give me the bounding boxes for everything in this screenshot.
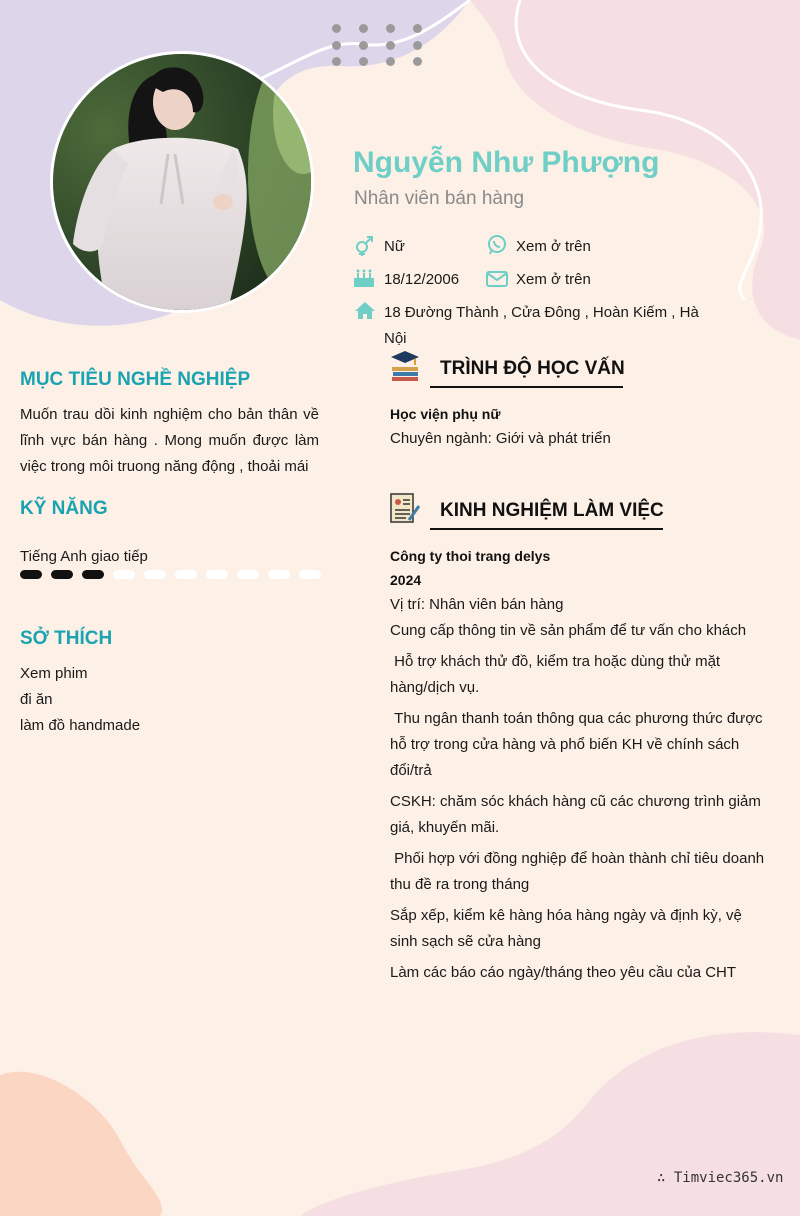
candidate-name: Nguyễn Như Phượng <box>353 146 660 179</box>
skill-level-pill <box>113 570 135 579</box>
education-major: Chuyên ngành: Giới và phát triển <box>390 430 611 447</box>
skill-level-pill <box>82 570 104 579</box>
skill-level-pill <box>175 570 197 579</box>
hobby-item: đi ăn <box>20 691 53 708</box>
job-title: Nhân viên bán hàng <box>354 188 525 209</box>
birthday-cake-icon <box>353 266 375 288</box>
experience-duty: Cung cấp thông tin về sản phẩm để tư vấn cho khách <box>390 622 747 639</box>
education-underline <box>430 386 623 388</box>
hobby-item: Xem phim <box>20 665 88 682</box>
experience-duty: Hỗ trợ khách thử đồ, kiểm tra hoặc dùng thử mặt hàng/dịch vụ. <box>390 653 725 696</box>
decorative-dots <box>332 24 428 68</box>
experience-duty: Làm các báo cáo ngày/tháng theo yêu cầu của CHT <box>390 964 737 981</box>
objective-heading: MỤC TIÊU NGHỀ NGHIỆP <box>20 369 251 390</box>
experience-duty: Phối hợp với đồng nghiệp để hoàn thành chỉ tiêu doanh thu đề ra trong tháng <box>390 850 769 893</box>
address-value: 18 Đường Thành , Cửa Đông , Hoàn Kiếm , Hà Nội <box>384 304 699 347</box>
skill-level-pill <box>20 570 42 579</box>
skill-level-pill <box>237 570 259 579</box>
graduation-books-icon <box>389 350 421 382</box>
resume-document-icon <box>389 492 421 524</box>
avatar <box>50 51 314 313</box>
experience-duty: Sắp xếp, kiểm kê hàng hóa hàng ngày và định kỳ, vệ sinh sạch sẽ cửa hàng <box>390 907 742 950</box>
skill-level-pill <box>144 570 166 579</box>
skill-level-bar <box>20 570 320 580</box>
watermark: ∴ Timviec365.vn <box>657 1170 784 1186</box>
gender-value: Nữ <box>384 238 405 255</box>
education-school: Học viện phụ nữ <box>390 406 501 422</box>
email-icon <box>486 268 508 290</box>
skill-level-pill <box>51 570 73 579</box>
home-icon <box>354 300 376 322</box>
experience-duty: Thu ngân thanh toán thông qua các phương thức được hỗ trợ trong cửa hàng và phổ biến KH về chính sách đổi/trả <box>390 710 767 779</box>
skill-name: Tiếng Anh giao tiếp <box>20 548 148 565</box>
skills-heading: KỸ NĂNG <box>20 498 108 519</box>
skill-level-pill <box>206 570 228 579</box>
experience-underline <box>430 528 663 530</box>
objective-text: Muốn trau dồi kinh nghiệm cho bản thân về lĩnh vực bán hàng . Mong muốn được làm việc trong môi truong năng động , thoải mái <box>20 406 319 475</box>
education-heading: TRÌNH ĐỘ HỌC VẤN <box>440 358 625 379</box>
experience-company: Công ty thoi trang delys <box>390 548 551 564</box>
skill-level-pill <box>268 570 290 579</box>
experience-heading: KINH NGHIỆM LÀM VIỆC <box>440 500 664 521</box>
gender-icon <box>354 234 376 256</box>
phone-value: Xem ở trên <box>516 238 591 255</box>
whatsapp-icon <box>486 234 508 256</box>
birthday-value: 18/12/2006 <box>384 271 460 288</box>
skill-level-pill <box>299 570 321 579</box>
email-value: Xem ở trên <box>516 271 591 288</box>
experience-year: 2024 <box>390 572 422 588</box>
experience-position: Vị trí: Nhân viên bán hàng <box>390 596 564 613</box>
experience-duty: CSKH: chăm sóc khách hàng cũ các chương trình giảm giá, khuyến mãi. <box>390 793 761 836</box>
hobbies-heading: SỞ THÍCH <box>20 628 113 649</box>
hobby-item: làm đồ handmade <box>20 717 141 734</box>
